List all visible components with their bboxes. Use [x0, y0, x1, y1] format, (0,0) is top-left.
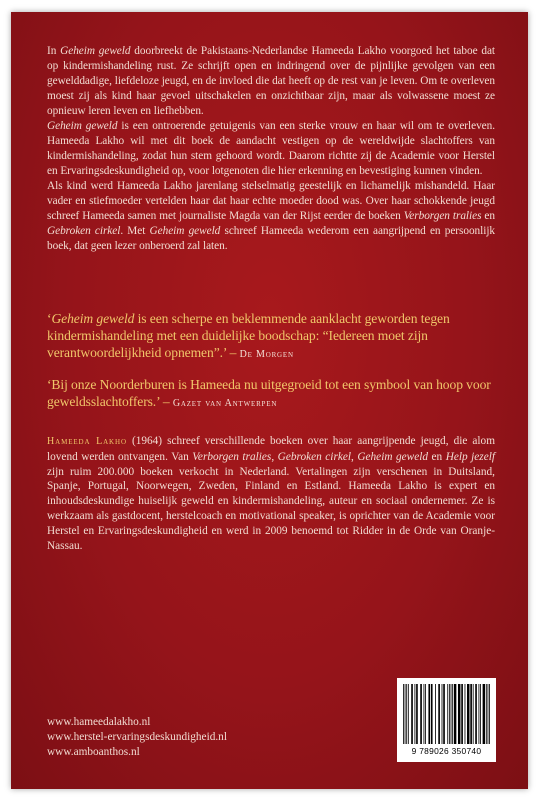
barcode-bar — [479, 684, 480, 744]
press-quote — [47, 310, 495, 363]
bio-segment: (1964) schreef verschillende boeken over haar aangrijpende jeugd, die alom lovend werden ontvangen. Van — [47, 435, 495, 463]
barcode-bar — [449, 684, 450, 744]
barcode-bar — [424, 684, 425, 744]
blurb-paragraph — [47, 119, 495, 179]
barcode-bar — [428, 684, 430, 744]
quote-source: De Morgen — [239, 349, 294, 360]
isbn-barcode — [397, 678, 496, 762]
bio-segment: Help jezelf — [445, 450, 495, 463]
barcode-bar — [447, 684, 448, 744]
barcode-bar — [475, 684, 477, 744]
press-quote — [47, 376, 495, 412]
blurb-segment: Geheim geweld — [149, 225, 221, 237]
barcode-bar — [465, 684, 466, 744]
blurb-segment: . Met — [120, 225, 150, 237]
barcode-bar — [414, 684, 415, 744]
barcode-bar — [452, 684, 453, 744]
blurb-segment: Gebroken cirkel — [47, 225, 121, 237]
barcode-bar — [454, 684, 456, 744]
barcode-bar — [489, 684, 490, 744]
quote-segment: is een scherpe en beklemmende aanklacht geworden tegen kindermishandeling met een duidelijke boodschap: “Iedereen moet zijn verantwoordelijkheid opnemen”.’ – — [47, 311, 450, 360]
quote-segment: Geheim geweld — [51, 311, 135, 326]
link-academy-site[interactable]: www.herstel-ervaringsdeskundigheid.nl — [47, 731, 227, 743]
barcode-bar — [420, 684, 422, 744]
blurb-segment: en — [481, 210, 495, 222]
barcode-bar — [486, 684, 487, 744]
author-bio-text — [47, 435, 495, 552]
barcode-bar — [431, 684, 433, 744]
barcode-bar — [461, 684, 463, 744]
bio-segment: zijn ruim 200.000 boeken verkocht in Nederland. Vertalingen zijn verschenen in Duitsland, Spanje, Portugal, Noorwegen, Zweden, Finland en Estland. Hameeda Lakho is expert en inhoudsdeskundige huiselijk geweld en kindermishandeling, auteur en sociaal ondernemer. Ze is werkzaam als gastdocent, herstelcoach en motivational speaker, is oprichter van de Academie voor Herstel en Ervaringsdeskundigheid en werd in 2009 benoemd tot Ridder in de Orde van Oranje-Nassau. — [47, 465, 495, 552]
blurb-segment: Als kind werd Hameeda Lakho jarenlang stelselmatig geestelijk en lichamelijk mishandeld. Haar vader en stiefmoeder vertelden haar dat haar echte moeder dood was. Over haar schokkende jeugd schreef Hameeda samen met journaliste Magda van der Rijst eerder de boeken — [47, 180, 495, 222]
website-links — [47, 715, 227, 760]
blurb-segment: Verborgen tralies — [403, 210, 482, 222]
bio-segment: Gebroken cirkel — [277, 450, 352, 463]
blurb-paragraph — [47, 179, 495, 254]
barcode-bar — [405, 684, 406, 744]
link-publisher-site[interactable]: www.amboanthos.nl — [47, 746, 140, 758]
barcode-bar — [488, 684, 489, 744]
quote-source: Gazet van Antwerpen — [172, 398, 278, 409]
blurb-segment: doorbreekt de Pakistaans-Nederlandse Hameeda Lakho voorgoed het taboe dat op kindermishandeling rust. Ze schrijft open en indringend over de pijnlijke gevolgen van een gewelddadige, liefdeloze jeugd, en de invloed die dat heeft op de rest van je leven. Om te overleven moest zij als kind haar gevoel uitschakelen en onzichtbaar zijn, maar als volwassene moest ze opnieuw leren leven en liefhebben. — [47, 45, 496, 117]
barcode-bar — [483, 684, 485, 744]
barcode-bar — [470, 684, 472, 744]
blurb-segment: is een ontroerende getuigenis van een sterke vrouw en haar wil om te overleven. Hameeda Lakho wil met dit boek de aandacht vestigen op de wereldwijde slachtoffers van kindermishandeling, zodat hun stem gehoord wordt. Daarom richtte zij de Academie voor Herstel en Ervaringsdeskundigheid op, voor lotgenoten die hier erkenning en bevestiging kunnen vinden. — [47, 120, 495, 177]
barcode-bar — [411, 684, 413, 744]
blurb-segment: schreef Hameeda wederom een aangrijpend en persoonlijk boek, dat geen lezer onberoerd zal laten. — [47, 225, 496, 252]
barcode-bar — [416, 684, 418, 744]
blurb-text — [47, 44, 495, 254]
barcode-bar — [438, 684, 440, 744]
quote-segment: ‘Bij onze Noorderburen is Hameeda nu uitgegroeid tot een symbool van hoop voor geweldsslachtoffers.’ – — [47, 377, 491, 409]
barcode-bar — [451, 684, 452, 744]
isbn-number: 9 789026 350740 — [411, 746, 482, 756]
author-name: Hameeda Lakho — [47, 436, 127, 447]
link-author-site[interactable]: www.hameedalakho.nl — [47, 716, 151, 728]
back-cover — [11, 12, 528, 789]
author-bio — [47, 434, 495, 553]
bio-segment: en — [428, 450, 446, 463]
quote-segment: ‘ — [47, 311, 52, 326]
barcode-bar — [403, 684, 404, 744]
barcode-bar — [480, 684, 481, 744]
bio-segment: , — [351, 450, 358, 463]
blurb-paragraph — [47, 44, 495, 119]
barcode-bar — [473, 684, 474, 744]
barcode-bar — [442, 684, 443, 744]
blurb-segment: Geheim geweld — [47, 120, 118, 132]
bio-segment: , — [271, 450, 278, 463]
bio-segment: Geheim geweld — [357, 450, 428, 463]
barcode-bar — [467, 684, 469, 744]
blurb-segment: Geheim geweld — [60, 45, 131, 57]
blurb-segment: In — [47, 45, 61, 57]
barcode-bars — [403, 684, 490, 746]
barcode-bar — [406, 684, 407, 744]
barcode-bar — [408, 684, 409, 744]
press-quotes — [47, 310, 495, 412]
barcode-bar — [458, 684, 460, 744]
barcode-bar — [435, 684, 436, 744]
barcode-bar — [425, 684, 426, 744]
barcode-bar — [443, 684, 445, 744]
bio-segment: Verborgen tralies — [192, 450, 272, 463]
